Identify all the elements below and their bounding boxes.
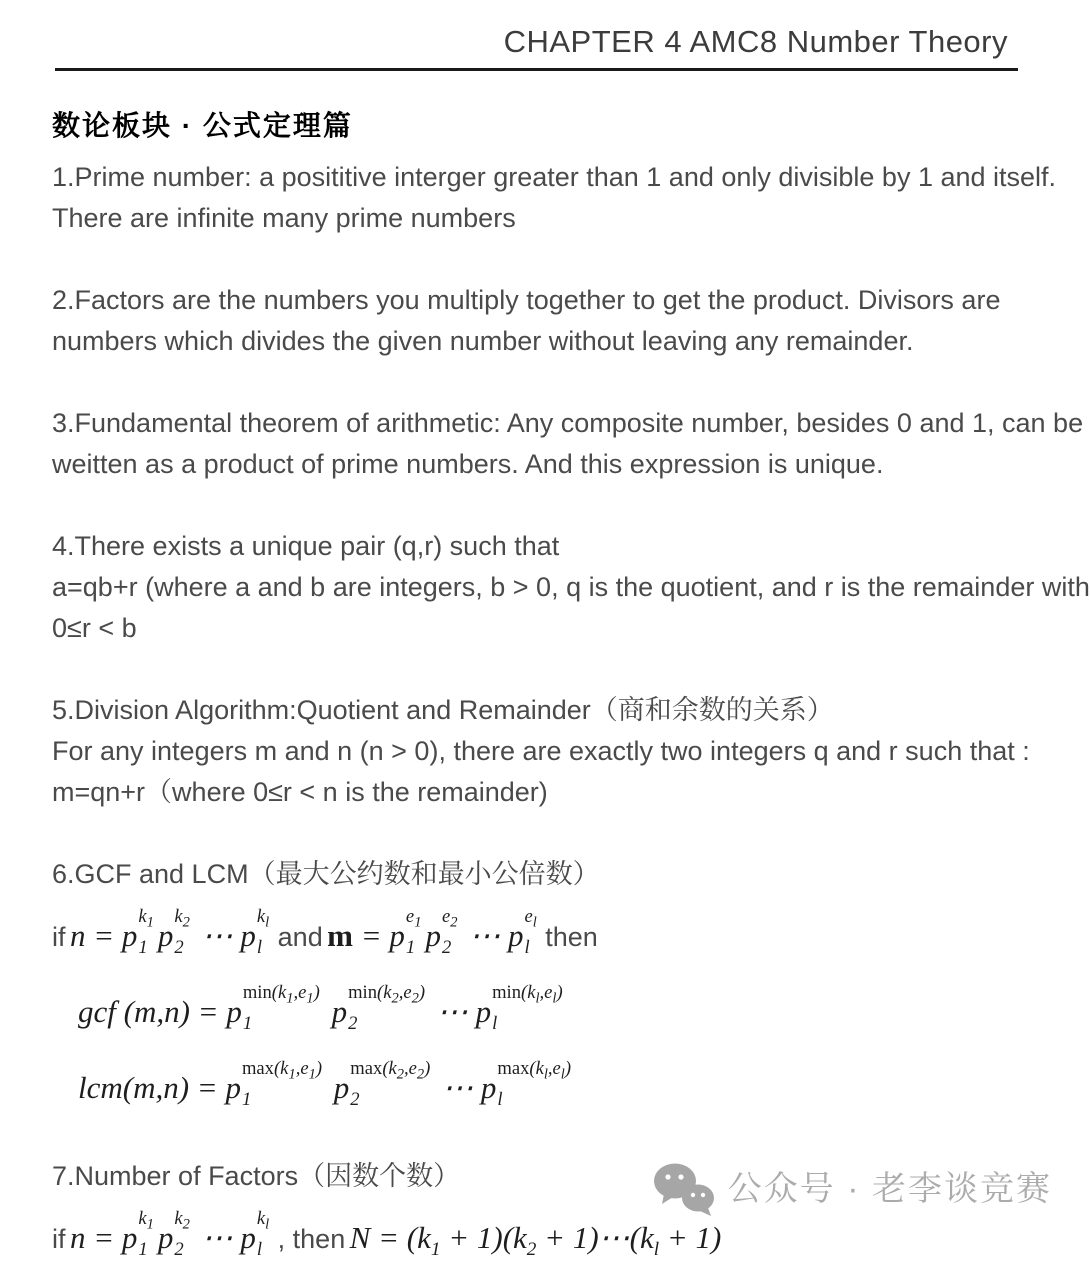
- text-line: 6.GCF and LCM（最大公约数和最小公倍数）: [52, 859, 600, 889]
- m-prime-factorization-formula: m = p $e_1$ 1 p $e_2$ 2 ⋯ p $e_l$ l: [327, 906, 537, 959]
- paragraph-factors: [52, 280, 1020, 362]
- wechat-icon: [652, 1161, 716, 1217]
- paragraph-division-algorithm: [52, 690, 1030, 813]
- gcf-formula-line: [52, 979, 1020, 1039]
- paragraph-gcf-lcm: [52, 854, 1020, 1115]
- text-line: a=qb+r (where a and b are integers, b > 0, q is the quotient, and r is the remainder with: [52, 572, 1090, 602]
- text-line: 3.Fundamental theorem of arithmetic: Any composite number, besides 0 and 1, can be: [52, 408, 1084, 438]
- paragraph-prime-number: [52, 157, 1057, 239]
- lcm-formula: lcm(m,n) = p $\max(k_1,e_1)$ 1 p $\max(k_2,e_2)$ 2 ⋯ p $\max(k_l,e_l)$ l: [78, 1058, 572, 1111]
- text-line: 7.Number of Factors（因数个数）: [52, 1161, 461, 1192]
- text-line: m=qn+r（where 0≤r < n is the remainder): [52, 777, 548, 807]
- text-line: 1.Prime number: a posititive interger greater than 1 and only divisible by 1 and itself.: [52, 162, 1057, 192]
- gcf-lcm-if-line: [52, 903, 1020, 963]
- document-content: [0, 157, 1090, 1276]
- n-prime-factorization-formula: n = p $k_1$ 1 p $k_2$ 2 ⋯ p $k_l$ l: [69, 906, 270, 959]
- paragraph-fundamental-theorem: [52, 403, 1084, 485]
- paragraph-unique-pair: [52, 526, 1090, 649]
- then-label: then: [545, 921, 598, 952]
- text-line: 0≤r < b: [52, 613, 137, 643]
- if-label: if: [52, 921, 66, 952]
- gcf-formula: gcf (m,n) = p $\min(k_1,e_1)$ 1 p $\min(k_2,e_2)$ 2 ⋯ p $\min(k_l,e_l)$ l: [78, 982, 563, 1035]
- text-line: 4.There exists a unique pair (q,r) such that: [52, 531, 560, 561]
- page-header: [0, 0, 1080, 71]
- watermark: [652, 1161, 1052, 1217]
- n-prime-factorization-formula: n = p $k_1$ 1 p $k_2$ 2 ⋯ p $k_l$ l: [69, 1208, 270, 1261]
- watermark-text: 公众号 · 老李谈竞赛: [727, 1170, 1052, 1208]
- factor-count-formula: $N = (k_1 + 1)(k_2$ + $1)\cdots(k_l + 1)$: [349, 1219, 722, 1260]
- chapter-title: CHAPTER 4 AMC8 Number Theory: [503, 24, 1008, 59]
- text-line: numbers which divides the given number without leaving any remainder.: [52, 326, 914, 356]
- text-line: 5.Division Algorithm:Quotient and Remainder（商和余数的关系）: [52, 695, 834, 725]
- and-label: and: [277, 921, 323, 952]
- section-heading: 数论板块 · 公式定理篇: [52, 110, 353, 141]
- lcm-formula-line: [52, 1055, 1020, 1115]
- text-line: For any integers m and n (n > 0), there are exactly two integers q and r such that :: [52, 736, 1030, 766]
- text-line: weitten as a product of prime numbers. And this expression is unique.: [52, 449, 884, 479]
- if-label: if: [52, 1223, 66, 1254]
- then-label: , then: [277, 1223, 346, 1254]
- text-line: 2.Factors are the numbers you multiply together to get the product. Divisors are: [52, 285, 1001, 315]
- text-line: There are infinite many prime numbers: [52, 203, 516, 233]
- header-rule: [55, 68, 1018, 71]
